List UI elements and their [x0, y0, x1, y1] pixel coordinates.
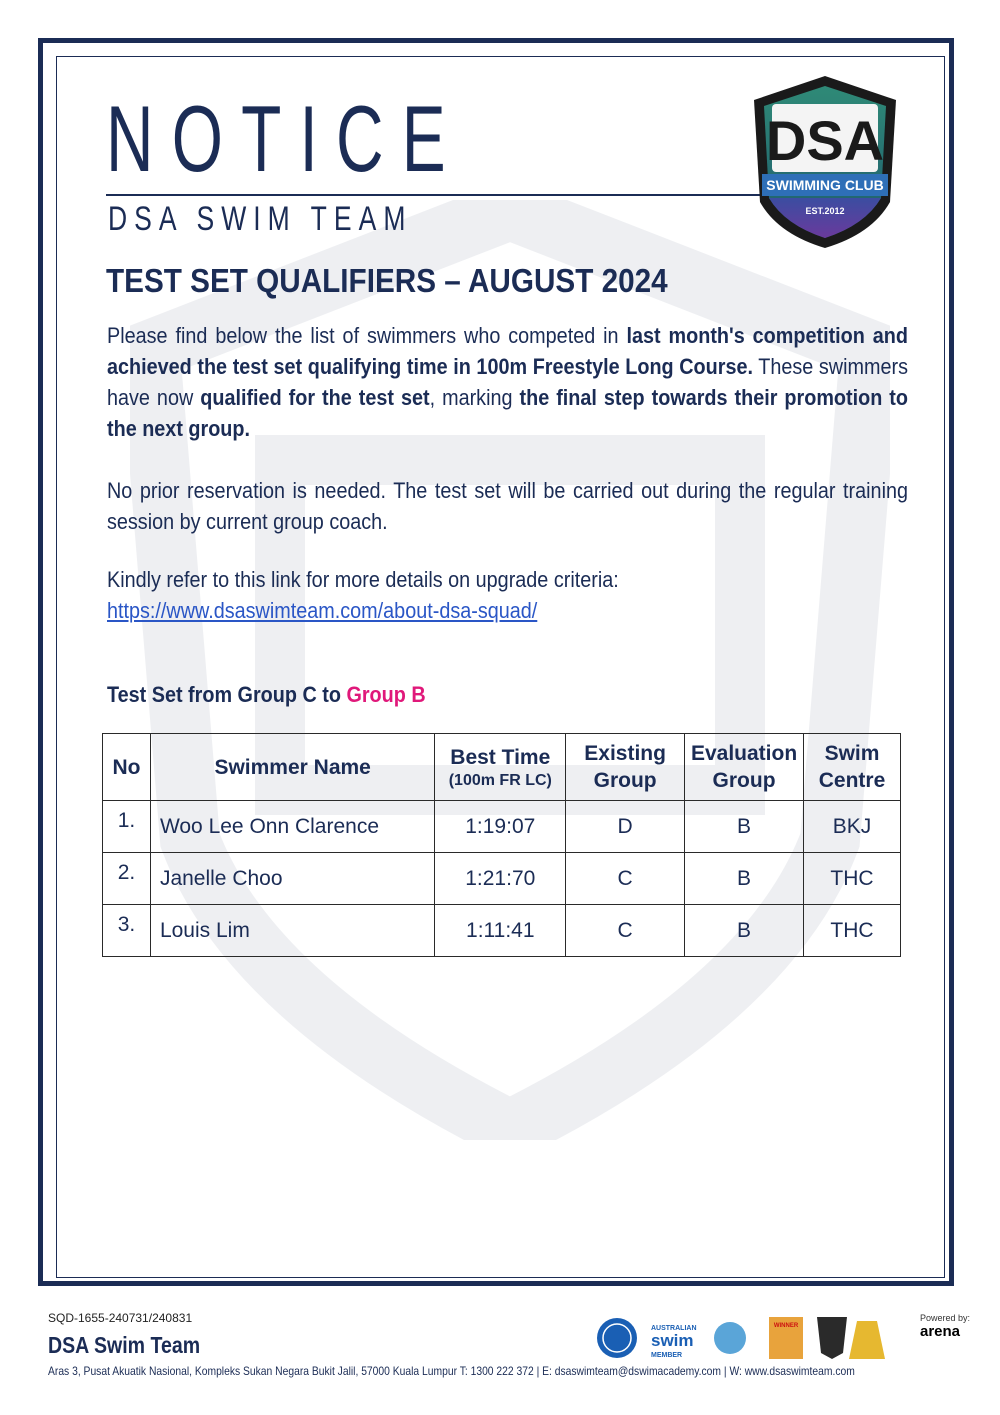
intro-bold-3: the final step towards their promotion to the next group. [107, 385, 908, 441]
row-time: 1:11:41 [435, 905, 566, 957]
powered-by [920, 1313, 970, 1340]
criteria-paragraph [107, 564, 908, 626]
intro-text-2: These swimmers have now [107, 354, 908, 410]
intro-paragraph [107, 320, 908, 444]
row-evaluation: B [685, 853, 804, 905]
row-no: 1. [103, 801, 151, 853]
badge-swim-text: swim [651, 1331, 694, 1350]
header-evaluation-line1: Evaluation [690, 742, 798, 765]
header-existing-group [566, 734, 685, 801]
table-title-prefix: Test Set from Group C to [107, 682, 347, 707]
row-evaluation: B [685, 801, 804, 853]
notice-title: NOTICE [106, 86, 464, 191]
badge-winner-text: WINNER [773, 1323, 799, 1329]
table-title-highlight: Group B [346, 682, 426, 707]
trophy-badge-icon [817, 1317, 847, 1359]
powered-by-label: Powered by: [920, 1313, 971, 1323]
header-centre-line2: Centre [818, 769, 886, 792]
safety-badge-icon [714, 1322, 746, 1354]
footer-team-name: DSA Swim Team [48, 1332, 201, 1358]
header-centre-line1: Swim [824, 742, 880, 765]
table-title [107, 682, 426, 708]
intro-bold-2: qualified for the test set [200, 385, 430, 410]
row-centre: BKJ [804, 801, 901, 853]
header-existing-line2: Group [593, 769, 657, 792]
row-time: 1:21:70 [435, 853, 566, 905]
table-row [103, 801, 901, 853]
logo-established: EST.2012 [805, 206, 845, 216]
squad-link[interactable]: https://www.dsaswimteam.com/about-dsa-squad/ [107, 598, 538, 623]
logo-club: SWIMMING CLUB [766, 177, 884, 193]
table-row [103, 905, 901, 957]
reservation-paragraph: No prior reservation is needed. The test set will be carried out during the regular training session by current group coach. [107, 478, 908, 534]
row-name: Woo Lee Onn Clarence [150, 801, 434, 853]
row-existing: C [566, 853, 685, 905]
header-no: No [103, 734, 151, 801]
header-evaluation-group [685, 734, 804, 801]
intro-text-1: Please find below the list of swimmers who competed in [107, 323, 627, 348]
row-no: 3. [103, 905, 151, 957]
header-best-time-label: Best Time [450, 745, 551, 769]
header-best-time-sub: (100m FR LC) [448, 771, 552, 789]
intro-text-3: , marking [429, 385, 520, 410]
header-evaluation-line2: Group [712, 769, 776, 792]
header-divider [106, 194, 766, 196]
row-centre: THC [804, 905, 901, 957]
row-time: 1:19:07 [435, 801, 566, 853]
accreditation-badges [595, 1313, 965, 1363]
row-centre: THC [804, 853, 901, 905]
table-row [103, 853, 901, 905]
criteria-intro: Kindly refer to this link for more details on upgrade criteria: [107, 567, 619, 592]
intro-bold-1: last month's competition and achieved the test set qualifying time in 100m Freestyle Long Course. [107, 323, 908, 379]
page-heading: TEST SET QUALIFIERS – AUGUST 2024 [106, 262, 668, 299]
team-subtitle: DSA SWIM TEAM [108, 200, 413, 238]
logo-text: DSA [765, 109, 885, 172]
dsa-logo [752, 74, 898, 250]
header-best-time [435, 734, 566, 801]
document-code: SQD-1655-240731/240831 [48, 1311, 193, 1325]
header-swim-centre [804, 734, 901, 801]
row-existing: C [566, 905, 685, 957]
badge-member-text: MEMBER [651, 1352, 683, 1359]
qualifiers-table [102, 733, 901, 957]
row-evaluation: B [685, 905, 804, 957]
footer-address: Aras 3, Pusat Akuatik Nasional, Kompleks Sukan Negara Bukit Jalil, 57000 Kuala Lumpur T: 1300 222 372 | E: dsaswimteam@dswimacademy.com | W: www.dsaswimteam.com [48, 1364, 855, 1378]
star-award-icon [849, 1321, 885, 1359]
badge-aus-text: AUSTRALIAN [651, 1325, 697, 1332]
row-no: 2. [103, 853, 151, 905]
row-existing: D [566, 801, 685, 853]
arena-logo: arena [920, 1323, 961, 1340]
row-name: Louis Lim [150, 905, 434, 957]
header-name: Swimmer Name [150, 734, 434, 801]
row-name: Janelle Choo [150, 853, 434, 905]
header-existing-line1: Existing [584, 742, 666, 765]
table-header-row [103, 734, 901, 801]
